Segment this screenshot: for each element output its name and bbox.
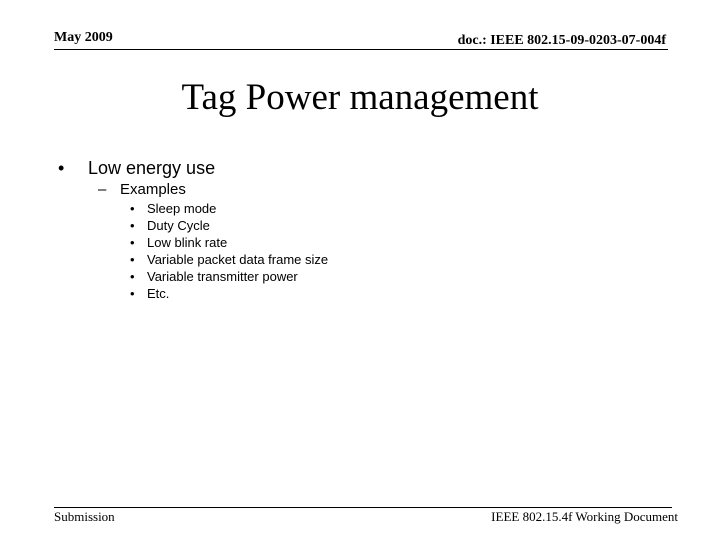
bullet-level2 — [58, 180, 658, 200]
bullet-level3-item — [58, 217, 658, 234]
footer-submission: Submission — [54, 509, 115, 524]
bullet-marker: • — [130, 269, 135, 284]
bullet-marker: – — [98, 181, 107, 198]
bullet-text: Variable packet data frame size — [147, 252, 329, 267]
bullet-text: Low blink rate — [147, 235, 228, 250]
bullet-marker: • — [130, 218, 135, 233]
bullet-level1 — [58, 156, 658, 180]
slide-title: Tag Power management — [181, 77, 539, 118]
bullet-text: Etc. — [147, 286, 170, 301]
bullet-text: Duty Cycle — [147, 218, 210, 233]
bullet-marker: • — [130, 252, 135, 267]
bullet-text: Low energy use — [88, 158, 216, 178]
bullet-level3-item — [58, 268, 658, 285]
bullet-level3-item — [58, 234, 658, 251]
bullet-marker: • — [58, 158, 65, 178]
footer-working-document: IEEE 802.15.4f Working Document — [491, 509, 678, 524]
bullet-marker: • — [130, 201, 135, 216]
bullet-level3-item — [58, 251, 658, 268]
header-divider — [54, 49, 668, 50]
bullet-marker: • — [130, 286, 135, 301]
bullet-text: Examples — [120, 181, 186, 198]
bullet-level3-item — [58, 200, 658, 217]
bullet-marker: • — [130, 235, 135, 250]
footer-divider — [54, 507, 672, 508]
bullet-text: Variable transmitter power — [147, 269, 298, 284]
bullet-level3-item — [58, 285, 658, 302]
slide-body — [58, 156, 658, 302]
bullet-text: Sleep mode — [147, 201, 217, 216]
header-date: May 2009 — [54, 30, 113, 45]
header-doc-id: doc.: IEEE 802.15-09-0203-07-004f — [457, 33, 666, 48]
